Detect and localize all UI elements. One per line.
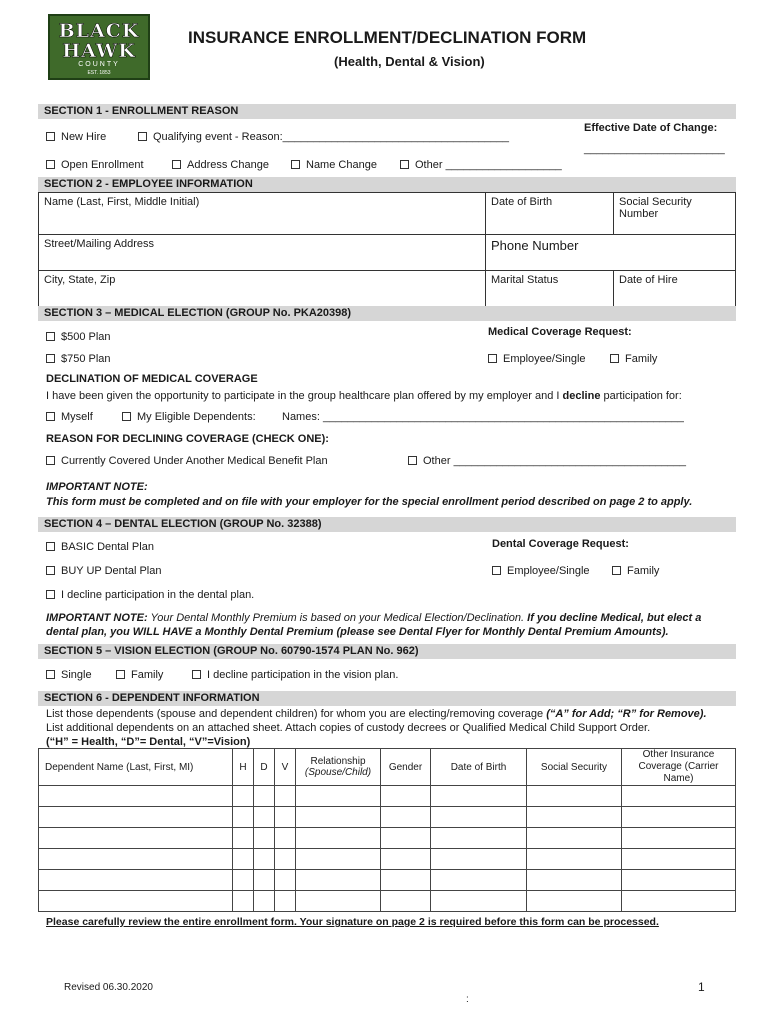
marital-field[interactable]: Marital Status <box>486 271 614 307</box>
vision-single-option[interactable] <box>46 669 92 681</box>
buyup-dental-option[interactable] <box>46 565 161 577</box>
checkbox[interactable] <box>488 354 497 363</box>
plan-750-option[interactable] <box>46 353 111 365</box>
other-reason-option[interactable] <box>400 159 562 171</box>
employee-info-table <box>38 192 736 307</box>
checkbox[interactable] <box>192 670 201 679</box>
buyup-dental-label: BUY UP Dental Plan <box>61 565 162 577</box>
medical-note-text: This form must be completed and on file with your employer for the special enrollment period described on page 2 to apply. <box>46 496 693 508</box>
table-row[interactable] <box>39 807 736 828</box>
family-label: Family <box>627 565 660 577</box>
section-6-header: SECTION 6 - DEPENDENT INFORMATION <box>38 691 736 706</box>
section-2-header: SECTION 2 - EMPLOYEE INFORMATION <box>38 177 736 192</box>
logo-line-4: EST. 1853 <box>87 70 111 76</box>
dependent-instructions-2: List additional dependents on an attached sheet. Attach copies of custody decrees or Qualified Medical Child Support Order. <box>46 722 651 734</box>
checkbox[interactable] <box>612 566 621 575</box>
family-label: Family <box>625 353 658 365</box>
name-change-option[interactable] <box>291 159 377 171</box>
family-label: Family <box>131 669 164 681</box>
decline-myself-option[interactable] <box>46 411 93 423</box>
col-relationship <box>296 749 381 786</box>
coverage-codes: (“H” = Health, “D”= Dental, “V”=Vision) <box>46 736 251 748</box>
checkbox[interactable] <box>46 456 55 465</box>
logo-line-3: COUNTY <box>78 61 120 68</box>
table-row[interactable] <box>39 828 736 849</box>
col-other-insurance: Other Insurance Coverage (Carrier Name) <box>622 749 736 786</box>
section-4-header: SECTION 4 – DENTAL ELECTION (GROUP No. 32388) <box>38 517 736 532</box>
new-hire-label: New Hire <box>61 131 107 143</box>
checkbox[interactable] <box>46 132 55 141</box>
dental-note-continued: dental plan, you WILL HAVE a Monthly Dental Premium (please see Dental Flyer for Monthly Dental Premium Amounts). <box>46 626 669 638</box>
col-gender: Gender <box>381 749 431 786</box>
page-number: 1 <box>698 980 705 994</box>
checkbox[interactable] <box>492 566 501 575</box>
decline-vision-option[interactable] <box>192 669 398 681</box>
plan-500-label: $500 Plan <box>61 331 111 343</box>
basic-dental-label: BASIC Dental Plan <box>61 541 154 553</box>
revision-date: Revised 06.30.2020 <box>64 982 153 993</box>
checkbox[interactable] <box>408 456 417 465</box>
address-change-option[interactable] <box>172 159 269 171</box>
name-field[interactable]: Name (Last, First, Middle Initial) <box>39 193 486 235</box>
phone-field[interactable]: Phone Number <box>486 235 736 271</box>
col-ssn: Social Security <box>527 749 622 786</box>
hire-date-field[interactable]: Date of Hire <box>614 271 736 307</box>
checkbox[interactable] <box>46 160 55 169</box>
county-logo <box>48 14 150 80</box>
col-dob: Date of Birth <box>431 749 527 786</box>
new-hire-option[interactable] <box>46 131 106 143</box>
decline-vision-label: I decline participation in the vision plan. <box>207 669 399 681</box>
checkbox[interactable] <box>116 670 125 679</box>
review-notice: Please carefully review the entire enrollment form. Your signature on page 2 is required before this form can be processed. <box>46 916 659 928</box>
other-decline-option[interactable] <box>408 455 686 467</box>
form-title: INSURANCE ENROLLMENT/DECLINATION FORM <box>188 28 587 47</box>
dependents-table <box>38 748 736 912</box>
table-row[interactable] <box>39 786 736 807</box>
instruction-text: List those dependents (spouse and dependent children) for whom you are electing/removing coverage <box>46 708 547 720</box>
other-decline-label: Other ______________________________________ <box>423 455 687 467</box>
dental-note-label: IMPORTANT NOTE: <box>46 612 148 624</box>
covered-elsewhere-label: Currently Covered Under Another Medical Benefit Plan <box>61 455 328 467</box>
open-enrollment-option[interactable] <box>46 159 144 171</box>
table-row[interactable] <box>39 870 736 891</box>
effective-date-label: Effective Date of Change: <box>584 122 718 134</box>
checkbox[interactable] <box>46 332 55 341</box>
address-change-label: Address Change <box>187 159 269 171</box>
medical-request-label: Medical Coverage Request: <box>488 326 632 338</box>
declination-text-end: participation for: <box>600 390 682 402</box>
add-remove-codes: (“A” for Add; “R” for Remove). <box>546 708 707 720</box>
decline-dental-label: I decline participation in the dental plan. <box>61 589 255 601</box>
medical-note-label: IMPORTANT NOTE: <box>46 481 148 493</box>
form-subtitle: (Health, Dental & Vision) <box>334 54 485 69</box>
table-row[interactable] <box>39 849 736 870</box>
single-label: Single <box>61 669 92 681</box>
decline-dental-option[interactable] <box>46 589 254 601</box>
relationship-label: Relationship <box>310 756 366 767</box>
medical-employee-single-option[interactable] <box>488 353 586 365</box>
checkbox[interactable] <box>46 590 55 599</box>
section-1-header: SECTION 1 - ENROLLMENT REASON <box>38 104 736 119</box>
col-dental: D <box>254 749 275 786</box>
employee-single-label: Employee/Single <box>503 353 586 365</box>
covered-elsewhere-option[interactable] <box>46 455 328 467</box>
logo-line-2: HAWK <box>62 40 136 62</box>
section-5-header: SECTION 5 – VISION ELECTION (GROUP No. 60790-1574 PLAN No. 962) <box>38 644 736 659</box>
plan-500-option[interactable] <box>46 331 111 343</box>
checkbox[interactable] <box>46 542 55 551</box>
table-row[interactable] <box>39 891 736 912</box>
effective-date-field[interactable]: _______________________ <box>584 143 725 155</box>
declination-text: I have been given the opportunity to participate in the group healthcare plan offered by my employer and I <box>46 390 563 402</box>
employee-single-label: Employee/Single <box>507 565 590 577</box>
city-field[interactable]: City, State, Zip <box>39 271 486 307</box>
checkbox[interactable] <box>138 132 147 141</box>
reason-heading: REASON FOR DECLINING COVERAGE (CHECK ONE): <box>46 433 329 445</box>
dental-note <box>46 612 701 624</box>
checkbox[interactable] <box>46 670 55 679</box>
col-vision: V <box>275 749 296 786</box>
relationship-sub-label: (Spouse/Child) <box>304 767 372 778</box>
footer-mark: : <box>466 994 469 1005</box>
plan-750-label: $750 Plan <box>61 353 111 365</box>
dental-employee-single-option[interactable] <box>492 565 590 577</box>
logo-line-1: BLACK <box>58 20 140 42</box>
street-field[interactable]: Street/Mailing Address <box>39 235 486 271</box>
dependent-instructions-1 <box>46 708 707 720</box>
myself-label: Myself <box>61 411 93 423</box>
section-3-header: SECTION 3 – MEDICAL ELECTION (GROUP No. PKA20398) <box>38 306 736 321</box>
checkbox[interactable] <box>46 566 55 575</box>
vision-family-option[interactable] <box>116 669 163 681</box>
dependent-names-field[interactable]: Names: ___________________________________________________________ <box>282 411 684 423</box>
checkbox[interactable] <box>122 412 131 421</box>
qualifying-event-label: Qualifying event - Reason:_____________________________________ <box>153 131 509 143</box>
medical-family-option[interactable] <box>610 353 657 365</box>
checkbox[interactable] <box>46 354 55 363</box>
declination-heading: DECLINATION OF MEDICAL COVERAGE <box>46 373 258 385</box>
decline-dependents-option[interactable] <box>122 411 256 423</box>
dob-field[interactable]: Date of Birth <box>486 193 614 235</box>
ssn-field[interactable]: Social Security Number <box>614 193 736 235</box>
declination-statement <box>46 390 682 402</box>
dental-family-option[interactable] <box>612 565 659 577</box>
checkbox[interactable] <box>172 160 181 169</box>
qualifying-event-option[interactable] <box>138 131 509 143</box>
other-reason-label: Other ___________________ <box>415 159 562 171</box>
dependents-label: My Eligible Dependents: <box>137 411 256 423</box>
checkbox[interactable] <box>291 160 300 169</box>
open-enrollment-label: Open Enrollment <box>61 159 144 171</box>
dental-request-label: Dental Coverage Request: <box>492 538 629 550</box>
decline-word: decline <box>562 390 601 402</box>
col-health: H <box>233 749 254 786</box>
checkbox[interactable] <box>46 412 55 421</box>
checkbox[interactable] <box>400 160 409 169</box>
basic-dental-option[interactable] <box>46 541 154 553</box>
dental-note-text: Your Dental Monthly Premium is based on your Medical Election/Declination. <box>147 612 528 624</box>
checkbox[interactable] <box>610 354 619 363</box>
dental-note-emphasis: If you decline Medical, but elect a <box>527 612 702 624</box>
col-dependent-name: Dependent Name (Last, First, MI) <box>39 749 233 786</box>
name-change-label: Name Change <box>306 159 377 171</box>
